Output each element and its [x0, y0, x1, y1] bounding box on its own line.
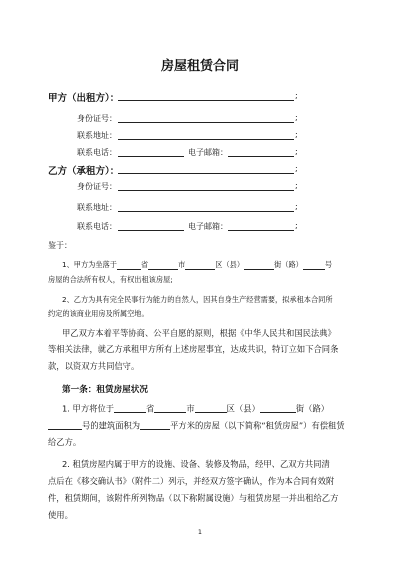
party-a-email-field[interactable] [228, 156, 294, 157]
party-b-id-field[interactable] [118, 190, 294, 191]
party-b-end-mark: ; [295, 164, 298, 173]
party-b-email-label: 电子邮箱： [188, 222, 228, 231]
clause-1-text-e: 街（路） [295, 403, 330, 414]
party-a-name-field[interactable] [118, 100, 294, 101]
whereas-label: 鉴于： [48, 241, 72, 250]
article-1-clause-2-line-3: 件，租赁期间，该附件所列物品（以下称附属设施）与租赁房屋一并出租给乙方 [48, 493, 339, 503]
party-a-email-label: 电子邮箱： [188, 148, 228, 157]
clause-1-text-g: 平方米的房屋（以下简称“租赁房屋”）有偿租赁 [170, 420, 345, 431]
party-b-email-end: ; [295, 221, 298, 230]
page-title: 房屋租赁合同 [160, 59, 239, 74]
party-a-address-label: 联系地址： [77, 131, 117, 140]
clause-1-street-blank[interactable] [260, 404, 296, 413]
clause-1-text-d: 区（县） [226, 403, 260, 414]
article-1-heading: 第一条：租赁房屋状况 [62, 385, 148, 395]
party-b-name-field[interactable] [118, 173, 294, 174]
party-b-address-end: ; [295, 202, 298, 211]
article-1-clause-1-line-3: 给乙方。 [48, 437, 82, 447]
article-1-clause-2-line-4: 使用。 [48, 510, 73, 520]
party-a-address-field[interactable] [118, 139, 294, 140]
party-b-address-field[interactable] [118, 211, 294, 212]
clause-1-area-blank[interactable] [140, 421, 170, 430]
recital-1-city-blank[interactable] [148, 261, 178, 270]
recital-1-line-2: 房屋的合法所有权人，有权出租该房屋; [48, 275, 173, 284]
recital-1-text-f: 号 [324, 260, 333, 269]
recital-1-text-c: 市 [178, 260, 186, 269]
article-1-clause-2-line-1: 2. 租赁房屋内属于甲方的设施、设备、装修及物品，经甲、乙双方共同清 [62, 459, 330, 469]
party-b-address-label: 联系地址： [77, 203, 117, 212]
party-b-phone-label: 联系电话： [77, 222, 117, 231]
recital-1-line-1 [62, 260, 332, 270]
party-a-id-label: 身份证号： [77, 114, 117, 123]
clause-1-text-f: 号的建筑面积为 [82, 420, 141, 431]
recital-1-text-b: 省 [140, 260, 149, 269]
recital-2-line-2: 约定的该商业用房及所属空地。 [48, 309, 149, 318]
recital-1-text-a: 1、甲方为坐落于 [62, 260, 117, 269]
article-1-clause-2-line-2: 点后在《移交确认书》（附件二）列示，并经双方签字确认，作为本合同有效附 [48, 476, 335, 486]
recital-1-province-blank[interactable] [117, 261, 141, 270]
clause-1-text-c: 市 [186, 403, 195, 414]
party-a-id-field[interactable] [118, 122, 294, 123]
party-b-email-field[interactable] [228, 230, 294, 231]
recital-1-text-d: 区（县） [215, 260, 245, 269]
party-b-phone-field[interactable] [118, 230, 184, 231]
clause-1-district-blank[interactable] [195, 404, 227, 413]
clause-1-number-blank[interactable] [48, 421, 82, 430]
page-number: 1 [197, 528, 203, 536]
article-1-clause-1-line-2 [48, 421, 345, 430]
clause-1-text-b: 省 [146, 403, 155, 414]
recital-1-street-blank[interactable] [244, 261, 274, 270]
article-1-clause-1-line-1 [62, 404, 329, 413]
recital-1-number-blank[interactable] [303, 261, 325, 270]
clause-1-city-blank[interactable] [154, 404, 186, 413]
intro-line-2: 等相关法律，就乙方承租甲方所有上述房屋事宜，达成共识，特订立如下合同条 [48, 344, 339, 354]
party-a-heading: 甲方（出租方）： [48, 93, 120, 104]
clause-1-text-a: 1. 甲方将位于 [62, 403, 115, 414]
intro-line-1: 甲乙双方本着平等协商、公平自愿的原则，根据《中华人民共和国民法典》 [62, 328, 336, 338]
party-b-id-label: 身份证号： [77, 182, 117, 191]
party-a-phone-field[interactable] [118, 156, 184, 157]
party-a-email-end: ; [295, 147, 298, 156]
party-a-id-end: ; [295, 113, 298, 122]
party-a-phone-label: 联系电话： [77, 148, 117, 157]
recital-1-district-blank[interactable] [185, 261, 215, 270]
clause-1-province-blank[interactable] [114, 404, 146, 413]
intro-line-3: 款，以资双方共同信守。 [48, 361, 140, 371]
party-a-address-end: ; [295, 130, 298, 139]
party-b-heading: 乙方（承租方）： [48, 166, 120, 177]
recital-2-line-1: 2、乙方为具有完全民事行为能力的自然人，因其自身生产经营需要，拟承租本合同所 [62, 295, 333, 304]
recital-1-text-e: 街（路） [274, 260, 303, 269]
party-a-end-mark: ; [295, 91, 298, 100]
party-b-id-end: ; [295, 181, 298, 190]
